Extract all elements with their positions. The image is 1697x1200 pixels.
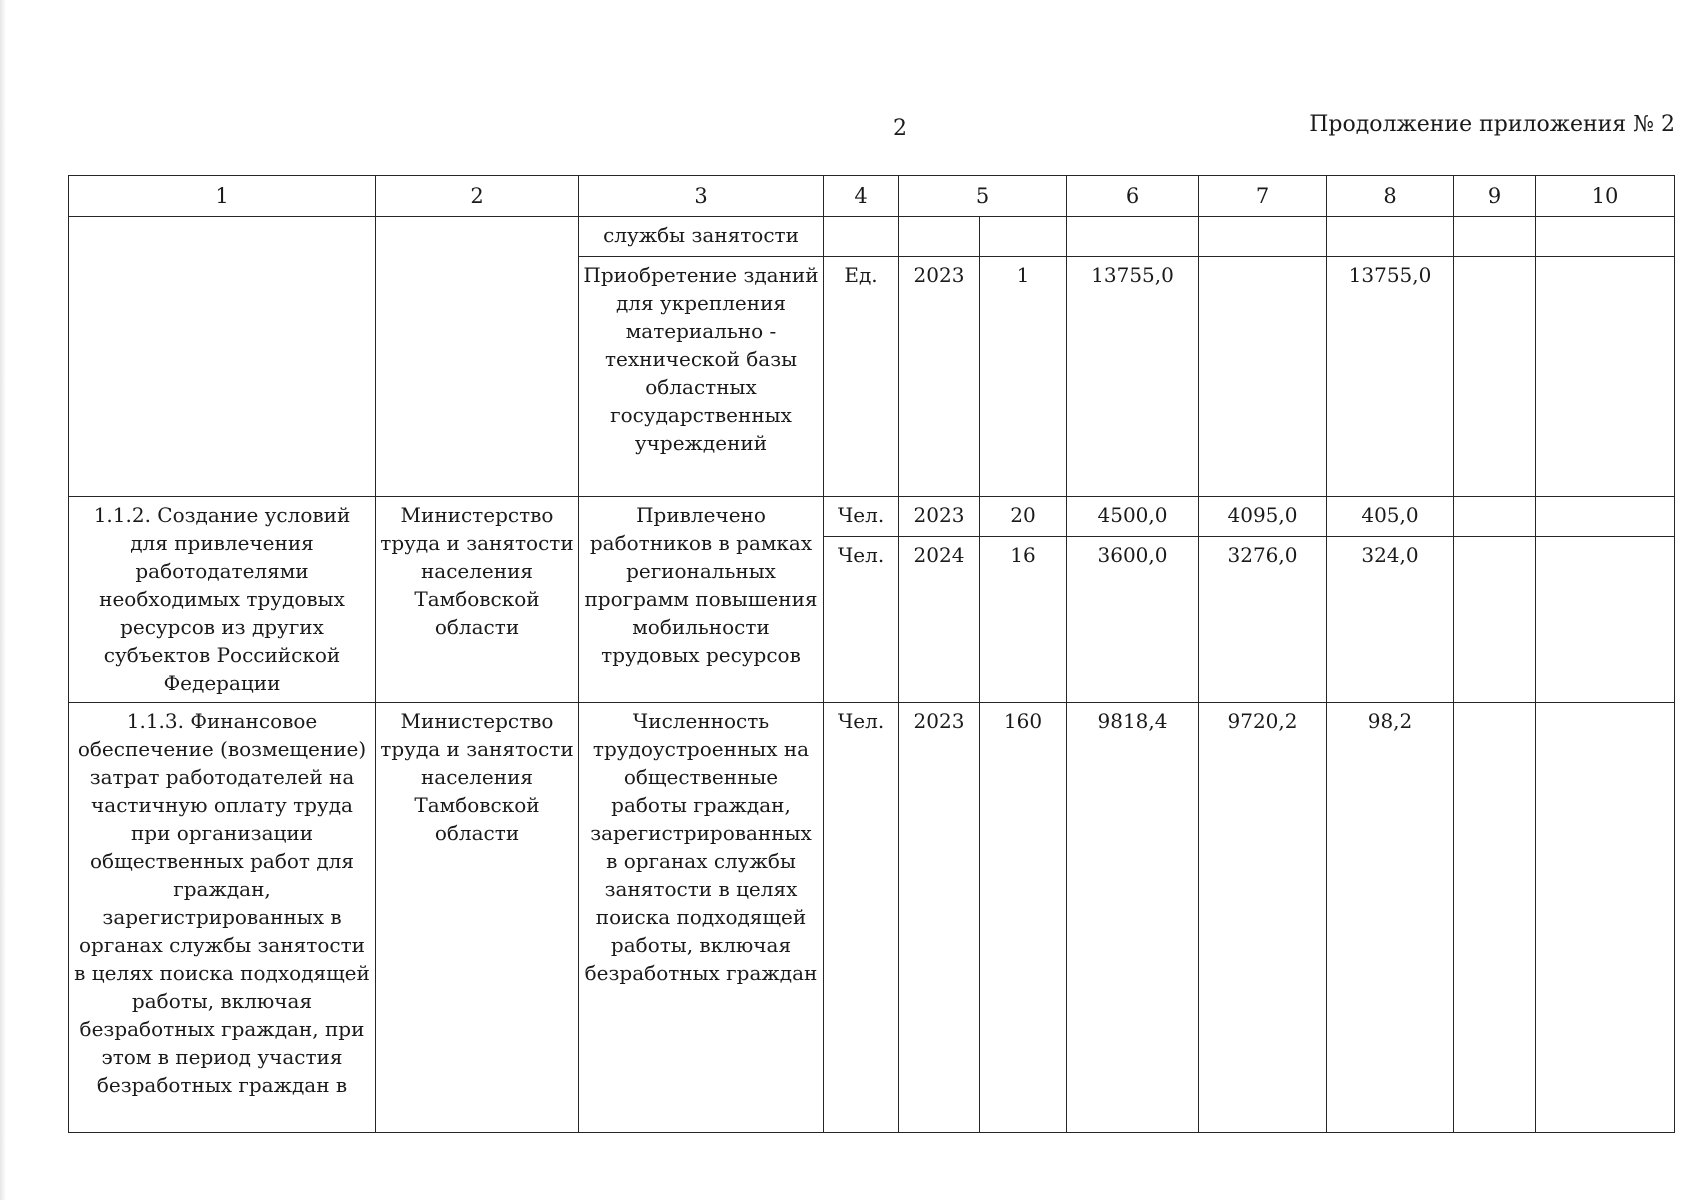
value-cell: 98,2 — [1327, 703, 1454, 1133]
value-cell: 9818,4 — [1067, 703, 1199, 1133]
table-row — [69, 703, 1675, 1133]
year-cell: 2023 — [899, 703, 980, 1133]
unit-cell: Чел. — [824, 497, 899, 537]
page-number: 2 — [893, 116, 907, 141]
column-header: 10 — [1536, 176, 1675, 217]
table-cell — [1199, 217, 1327, 257]
table-cell — [69, 217, 376, 497]
value-cell — [1454, 497, 1536, 537]
year-cell: 2023 — [899, 257, 980, 497]
column-header: 8 — [1327, 176, 1454, 217]
appendix-continuation-note: Продолжение приложения № 2 — [1309, 112, 1675, 137]
indicator-cell: Приобретение зданий для укрепления материально - технической базы областных государственных учреждений — [579, 257, 824, 497]
column-header: 2 — [376, 176, 579, 217]
indicator-cell: Привлечено работников в рамках региональных программ повышения мобильности трудовых ресурсов — [579, 497, 824, 703]
activity-cell: 1.1.3. Финансовое обеспечение (возмещение) затрат работодателей на частичную оплату труда при организации общественных работ для граждан, зарегистрированных в органах службы занятости в целях поиска подходящей работы, включая безработных граждан, при этом в период участия безработных граждан в — [69, 703, 376, 1133]
column-header: 5 — [899, 176, 1067, 217]
executor-cell: Министерство труда и занятости населения Тамбовской области — [376, 497, 579, 703]
quantity-cell: 16 — [980, 537, 1067, 703]
year-cell: 2023 — [899, 497, 980, 537]
column-header: 4 — [824, 176, 899, 217]
appendix-table — [68, 175, 1675, 1133]
value-cell — [1454, 703, 1536, 1133]
column-header: 3 — [579, 176, 824, 217]
value-cell — [1454, 257, 1536, 497]
value-cell: 3600,0 — [1067, 537, 1199, 703]
column-number-row — [69, 176, 1675, 217]
indicator-cell: Численность трудоустроенных на общественные работы граждан, зарегистрированных в органах службы занятости в целях поиска подходящей работы, включая безработных граждан — [579, 703, 824, 1133]
table-cell — [899, 217, 980, 257]
value-cell: 3276,0 — [1199, 537, 1327, 703]
value-cell — [1536, 257, 1675, 497]
quantity-cell: 1 — [980, 257, 1067, 497]
unit-cell: Чел. — [824, 537, 899, 703]
value-cell — [1536, 497, 1675, 537]
table-cell — [824, 217, 899, 257]
unit-cell: Чел. — [824, 703, 899, 1133]
executor-cell: Министерство труда и занятости населения Тамбовской области — [376, 703, 579, 1133]
value-cell — [1199, 257, 1327, 497]
column-header: 6 — [1067, 176, 1199, 217]
value-cell: 9720,2 — [1199, 703, 1327, 1133]
table-cell — [1327, 217, 1454, 257]
value-cell: 13755,0 — [1067, 257, 1199, 497]
column-header: 7 — [1199, 176, 1327, 217]
activity-cell: 1.1.2. Создание условий для привлечения работодателями необходимых трудовых ресурсов из других субъектов Российской Федерации — [69, 497, 376, 703]
quantity-cell: 20 — [980, 497, 1067, 537]
column-header: 1 — [69, 176, 376, 217]
value-cell: 405,0 — [1327, 497, 1454, 537]
value-cell — [1536, 537, 1675, 703]
quantity-cell: 160 — [980, 703, 1067, 1133]
value-cell: 4095,0 — [1199, 497, 1327, 537]
value-cell: 324,0 — [1327, 537, 1454, 703]
year-cell: 2024 — [899, 537, 980, 703]
column-header: 9 — [1454, 176, 1536, 217]
table-cell — [980, 217, 1067, 257]
value-cell: 13755,0 — [1327, 257, 1454, 497]
indicator-cell: службы занятости — [579, 217, 824, 257]
value-cell — [1454, 537, 1536, 703]
table-cell — [376, 217, 579, 497]
value-cell: 4500,0 — [1067, 497, 1199, 537]
scan-edge — [0, 0, 6, 1200]
table-cell — [1536, 217, 1675, 257]
value-cell — [1536, 703, 1675, 1133]
table-row — [69, 497, 1675, 537]
unit-cell: Ед. — [824, 257, 899, 497]
table-cell — [1454, 217, 1536, 257]
table-cell — [1067, 217, 1199, 257]
table-row — [69, 217, 1675, 257]
